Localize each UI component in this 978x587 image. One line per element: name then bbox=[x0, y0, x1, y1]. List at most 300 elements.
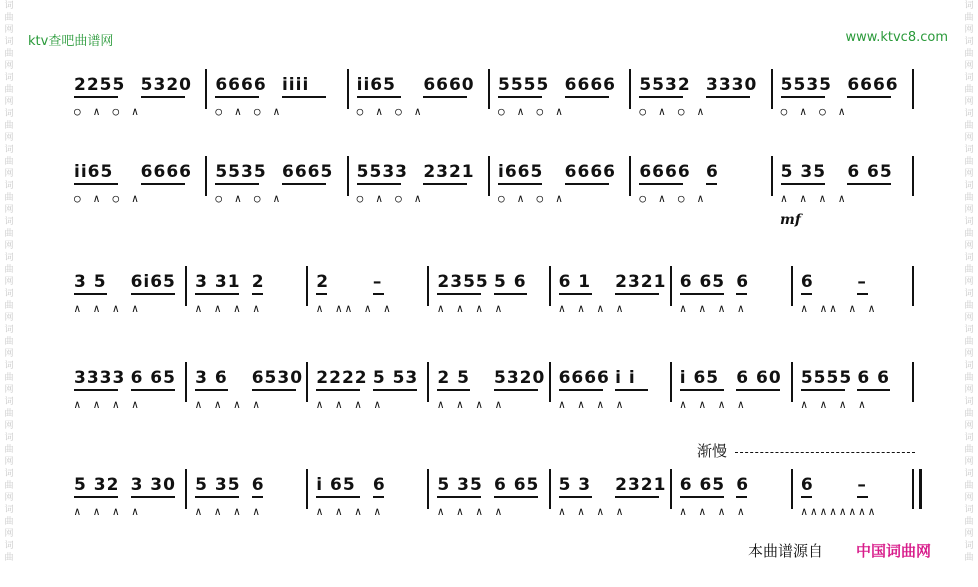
watermark-char: 网 bbox=[4, 457, 14, 467]
note-group: 2321 bbox=[423, 162, 475, 182]
bar-line bbox=[771, 156, 773, 196]
beam-underline bbox=[706, 96, 750, 98]
note-group: i i bbox=[615, 368, 636, 388]
bowing-marks: ∧ ∧ ∧ ∧ bbox=[800, 398, 869, 411]
watermark-char: 词 bbox=[4, 469, 14, 479]
note-group: 2 bbox=[316, 272, 330, 292]
watermark-char: 词 bbox=[964, 253, 974, 263]
watermark-char: 曲 bbox=[964, 481, 974, 491]
watermark-char: 词 bbox=[964, 469, 974, 479]
watermark-char: 网 bbox=[4, 133, 14, 143]
beam-underline bbox=[316, 293, 327, 295]
bar-line bbox=[427, 362, 429, 402]
note-group: 6530 bbox=[251, 368, 304, 388]
watermark-char: 曲 bbox=[4, 49, 14, 59]
bar-line bbox=[488, 156, 490, 196]
note-group: ii65 bbox=[74, 162, 114, 182]
watermark-char: 曲 bbox=[964, 445, 974, 455]
note-group: i 65 bbox=[316, 475, 356, 495]
note-group: 5 53 bbox=[372, 368, 419, 388]
watermark-char: 曲 bbox=[964, 85, 974, 95]
note-group: 2255 bbox=[74, 75, 126, 95]
bowing-marks: ○ ∧ ○ ∧ bbox=[639, 192, 707, 205]
bar-line bbox=[912, 469, 922, 509]
note-group: 3 31 bbox=[195, 272, 241, 292]
bowing-marks: ∧ ∧ ∧ ∧ bbox=[195, 398, 263, 411]
measure bbox=[191, 475, 312, 533]
note-group: i665 bbox=[498, 162, 544, 182]
watermark-char: 词 bbox=[964, 37, 974, 47]
bar-line bbox=[791, 266, 793, 306]
dynamic-marking: mf bbox=[780, 212, 801, 228]
beam-underline bbox=[373, 389, 417, 391]
beam-underline bbox=[565, 183, 609, 185]
beam-underline bbox=[639, 183, 683, 185]
measure bbox=[211, 75, 352, 133]
beam-underline bbox=[680, 389, 724, 391]
watermark-char: 曲 bbox=[964, 265, 974, 275]
bowing-marks: ∧ ∧ ∧ ∧ bbox=[780, 192, 849, 205]
note-group: 5 6 bbox=[493, 272, 527, 292]
watermark-char: 曲 bbox=[964, 193, 974, 203]
measure bbox=[191, 368, 312, 426]
measure bbox=[70, 272, 191, 330]
note-group: 6 bbox=[705, 162, 719, 182]
site-name-left[interactable]: ktv查吧曲谱网 bbox=[28, 34, 114, 49]
bowing-marks: ○ ∧ ○ ∧ bbox=[498, 105, 566, 118]
beam-underline bbox=[615, 389, 648, 391]
measure bbox=[635, 75, 776, 133]
beam-underline bbox=[857, 293, 868, 295]
bowing-marks: ∧ ∧ ∧ ∧ bbox=[558, 505, 626, 518]
watermark-char: 词 bbox=[964, 289, 974, 299]
bowing-marks: ○ ∧ ○ ∧ bbox=[356, 192, 425, 205]
watermark-char: 词 bbox=[964, 217, 974, 227]
watermark-char: 词 bbox=[4, 289, 14, 299]
beam-underline bbox=[857, 496, 868, 498]
note-group: 2 bbox=[251, 272, 265, 292]
beam-underline bbox=[215, 96, 259, 98]
watermark-char: 曲 bbox=[4, 121, 14, 131]
watermark-char: 词 bbox=[4, 433, 14, 443]
watermark-char: 词 bbox=[964, 361, 974, 371]
watermark-char: 网 bbox=[4, 241, 14, 251]
note-group: 6 6 bbox=[857, 368, 890, 388]
beam-underline bbox=[252, 389, 296, 391]
bar-line bbox=[771, 69, 773, 109]
watermark-char: 词 bbox=[4, 37, 14, 47]
watermark-char: 网 bbox=[4, 25, 14, 35]
beam-underline bbox=[736, 389, 780, 391]
watermark-char: 词 bbox=[4, 145, 14, 155]
beam-underline bbox=[141, 183, 185, 185]
bar-line bbox=[912, 362, 914, 402]
note-group: 6 bbox=[736, 272, 750, 292]
bar-line bbox=[912, 69, 914, 109]
note-group: 5 32 bbox=[74, 475, 120, 495]
watermark-char: 网 bbox=[4, 277, 14, 287]
beam-underline bbox=[736, 496, 747, 498]
bowing-marks: ○ ∧ ○ ∧ bbox=[215, 105, 283, 118]
bar-line bbox=[185, 362, 187, 402]
note-group: 6666 bbox=[140, 162, 192, 182]
note-group: 2321 bbox=[615, 272, 667, 292]
beam-underline bbox=[373, 496, 384, 498]
beam-underline bbox=[781, 183, 825, 185]
beam-underline bbox=[706, 183, 717, 185]
measure bbox=[70, 75, 211, 133]
note-group: 2355 bbox=[437, 272, 489, 292]
bowing-marks: ∧ ∧ ∧ ∧ bbox=[316, 505, 384, 518]
beam-underline bbox=[437, 389, 470, 391]
watermark-char: 网 bbox=[4, 421, 14, 431]
watermark-char: 网 bbox=[964, 457, 974, 467]
note-group: 5532 bbox=[639, 75, 691, 95]
beam-underline bbox=[494, 496, 538, 498]
note-group: 6 bbox=[251, 475, 265, 495]
note-group: 5555 bbox=[800, 368, 853, 388]
watermark-char: 网 bbox=[964, 385, 974, 395]
beam-underline bbox=[74, 293, 107, 295]
watermark-char: 词 bbox=[4, 73, 14, 83]
note-group: 3333 bbox=[74, 368, 126, 388]
note-group: 6 65 bbox=[847, 162, 893, 182]
note-group: 3 5 bbox=[74, 272, 107, 292]
note-group: 6 65 bbox=[130, 368, 176, 388]
bar-line bbox=[549, 362, 551, 402]
bowing-marks: ∧ ∧ ∧ ∧ bbox=[74, 302, 142, 315]
measure bbox=[211, 162, 352, 220]
watermark-char: 曲 bbox=[964, 409, 974, 419]
bowing-marks: ○ ∧ ○ ∧ bbox=[215, 192, 283, 205]
beam-underline bbox=[215, 183, 259, 185]
beam-underline bbox=[195, 293, 239, 295]
note-group: 6666 bbox=[847, 75, 899, 95]
measure bbox=[494, 75, 635, 133]
watermark-char: 词 bbox=[4, 217, 14, 227]
beam-underline bbox=[736, 293, 747, 295]
watermark-char: 词 bbox=[964, 73, 974, 83]
bar-line bbox=[306, 266, 308, 306]
watermark-char: 曲 bbox=[964, 337, 974, 347]
note-group: 6 65 bbox=[679, 272, 726, 292]
measure bbox=[635, 162, 776, 220]
watermark-char: 网 bbox=[4, 169, 14, 179]
bar-line bbox=[629, 156, 631, 196]
watermark-char: 词 bbox=[964, 145, 974, 155]
watermark-char: 词 bbox=[964, 433, 974, 443]
beam-underline bbox=[494, 389, 538, 391]
note-group: – bbox=[857, 475, 867, 495]
note-group: 2321 bbox=[615, 475, 667, 495]
bowing-marks: ∧∧∧∧∧∧∧∧ bbox=[800, 505, 878, 518]
watermark-char: 曲 bbox=[964, 373, 974, 383]
bowing-marks: ∧ ∧ ∧ ∧ bbox=[195, 505, 263, 518]
note-group: 5555 bbox=[498, 75, 550, 95]
bowing-marks: ○ ∧ ○ ∧ bbox=[780, 105, 849, 118]
watermark-char: 网 bbox=[964, 133, 974, 143]
beam-underline bbox=[559, 496, 592, 498]
beam-underline bbox=[801, 496, 812, 498]
note-group: 3330 bbox=[705, 75, 758, 95]
watermark-char: 词 bbox=[964, 505, 974, 515]
score-row bbox=[0, 368, 978, 438]
measure bbox=[555, 368, 676, 426]
source-label: 本曲谱源自 bbox=[748, 542, 824, 560]
bowing-marks: ∧ ∧ ∧ ∧ bbox=[558, 398, 626, 411]
watermark-char: 网 bbox=[964, 169, 974, 179]
note-group: i 65 bbox=[679, 368, 720, 388]
measure bbox=[797, 368, 918, 426]
beam-underline bbox=[857, 389, 890, 391]
measure bbox=[433, 475, 554, 533]
watermark-char: 网 bbox=[4, 313, 14, 323]
beam-underline bbox=[847, 96, 891, 98]
bar-line bbox=[791, 362, 793, 402]
note-group: 6666 bbox=[639, 162, 691, 182]
tempo-dashed-line bbox=[735, 452, 915, 453]
measure bbox=[777, 75, 918, 133]
watermark-char: 曲 bbox=[4, 553, 14, 563]
watermark-char: 词 bbox=[964, 109, 974, 119]
note-group: 5 35 bbox=[437, 475, 483, 495]
watermark-char: 词 bbox=[4, 109, 14, 119]
measure bbox=[433, 368, 554, 426]
note-group: 6 65 bbox=[493, 475, 540, 495]
beam-underline bbox=[423, 183, 467, 185]
note-group: 6 bbox=[800, 475, 814, 495]
watermark-char: 曲 bbox=[4, 337, 14, 347]
score-row bbox=[0, 162, 978, 232]
beam-underline bbox=[373, 293, 384, 295]
bowing-marks: ○ ∧ ○ ∧ bbox=[74, 192, 142, 205]
beam-underline bbox=[847, 183, 891, 185]
note-group: 3 30 bbox=[130, 475, 176, 495]
beam-underline bbox=[781, 96, 825, 98]
bowing-marks: ○ ∧ ○ ∧ bbox=[74, 105, 142, 118]
note-group: 5 3 bbox=[558, 475, 592, 495]
measure bbox=[676, 272, 797, 330]
watermark-char: 曲 bbox=[964, 517, 974, 527]
watermark-char: 网 bbox=[4, 97, 14, 107]
bowing-marks: ∧ ∧ ∧ ∧ bbox=[316, 398, 384, 411]
measure bbox=[191, 272, 312, 330]
bar-line bbox=[629, 69, 631, 109]
beam-underline bbox=[615, 496, 659, 498]
measure bbox=[70, 475, 191, 533]
note-group: 6 bbox=[800, 272, 814, 292]
note-group: 5320 bbox=[140, 75, 192, 95]
measure bbox=[312, 475, 433, 533]
measure bbox=[70, 368, 191, 426]
bar-line bbox=[549, 266, 551, 306]
source-site-link[interactable]: 中国词曲网 bbox=[856, 542, 932, 560]
note-group: 3 6 bbox=[195, 368, 228, 388]
measure bbox=[353, 162, 494, 220]
watermark-char: 曲 bbox=[964, 553, 974, 563]
watermark-char: 曲 bbox=[4, 13, 14, 23]
watermark-char: 网 bbox=[4, 529, 14, 539]
measure bbox=[676, 475, 797, 533]
note-group: 6 bbox=[372, 475, 386, 495]
bowing-marks: ∧ ∧∧ ∧ ∧ bbox=[800, 302, 878, 315]
bowing-marks: ∧ ∧ ∧ ∧ bbox=[558, 302, 626, 315]
note-group: 2222 bbox=[316, 368, 368, 388]
watermark-char: 网 bbox=[964, 25, 974, 35]
measure bbox=[353, 75, 494, 133]
bar-line bbox=[427, 469, 429, 509]
watermark-char: 网 bbox=[964, 421, 974, 431]
watermark-char: 曲 bbox=[4, 373, 14, 383]
measure bbox=[312, 368, 433, 426]
bar-line bbox=[205, 69, 207, 109]
watermark-char: 曲 bbox=[4, 157, 14, 167]
beam-underline bbox=[357, 183, 401, 185]
bar-line bbox=[306, 362, 308, 402]
score-row bbox=[0, 475, 978, 545]
note-group: 5535 bbox=[780, 75, 832, 95]
bar-line bbox=[670, 266, 672, 306]
bowing-marks: ∧ ∧ ∧ ∧ bbox=[195, 302, 263, 315]
beam-underline bbox=[131, 293, 175, 295]
bowing-marks: ∧ ∧∧ ∧ ∧ bbox=[316, 302, 394, 315]
watermark-char: 词 bbox=[4, 253, 14, 263]
bowing-marks: ∧ ∧ ∧ ∧ bbox=[437, 505, 505, 518]
beam-underline bbox=[252, 293, 263, 295]
note-group: 5533 bbox=[356, 162, 408, 182]
watermark-char: 网 bbox=[964, 529, 974, 539]
beam-underline bbox=[423, 96, 467, 98]
watermark-char: 词 bbox=[4, 1, 14, 11]
measure bbox=[312, 272, 433, 330]
beam-underline bbox=[282, 183, 326, 185]
measure bbox=[555, 272, 676, 330]
bowing-marks: ○ ∧ ○ ∧ bbox=[498, 192, 566, 205]
watermark-char: 网 bbox=[964, 61, 974, 71]
beam-underline bbox=[74, 96, 118, 98]
beam-underline bbox=[74, 496, 118, 498]
beam-underline bbox=[801, 389, 845, 391]
watermark-char: 词 bbox=[4, 505, 14, 515]
watermark-char: 网 bbox=[4, 349, 14, 359]
beam-underline bbox=[680, 293, 724, 295]
watermark-char: 词 bbox=[4, 181, 14, 191]
watermark-char: 词 bbox=[964, 325, 974, 335]
beam-underline bbox=[131, 496, 175, 498]
tempo-marking: 渐慢 bbox=[697, 442, 728, 460]
note-group: 5535 bbox=[215, 162, 267, 182]
bar-line bbox=[306, 469, 308, 509]
beam-underline bbox=[131, 389, 175, 391]
bowing-marks: ○ ∧ ○ ∧ bbox=[356, 105, 425, 118]
watermark-char: 词 bbox=[4, 325, 14, 335]
watermark-char: 词 bbox=[4, 397, 14, 407]
beam-underline bbox=[498, 96, 542, 98]
bowing-marks: ∧ ∧ ∧ ∧ bbox=[437, 302, 505, 315]
note-group: 6 65 bbox=[679, 475, 726, 495]
watermark-char: 网 bbox=[4, 385, 14, 395]
bar-line bbox=[912, 156, 914, 196]
measure bbox=[555, 475, 676, 533]
note-group: iiii bbox=[281, 75, 310, 95]
watermark-char: 网 bbox=[964, 493, 974, 503]
note-group: 6666 bbox=[215, 75, 267, 95]
beam-underline bbox=[437, 293, 481, 295]
watermark-char: 网 bbox=[4, 205, 14, 215]
beam-underline bbox=[282, 96, 326, 98]
watermark-char: 网 bbox=[964, 97, 974, 107]
watermark-char: 词 bbox=[964, 397, 974, 407]
watermark-char: 词 bbox=[964, 541, 974, 551]
beam-underline bbox=[316, 389, 360, 391]
bar-line bbox=[205, 156, 207, 196]
watermark-char: 词 bbox=[4, 541, 14, 551]
measure bbox=[433, 272, 554, 330]
beam-underline bbox=[615, 293, 659, 295]
watermark-char: 网 bbox=[4, 61, 14, 71]
beam-underline bbox=[494, 293, 527, 295]
watermark-char: 曲 bbox=[964, 121, 974, 131]
bowing-marks: ∧ ∧ ∧ ∧ bbox=[679, 505, 748, 518]
bowing-marks: ∧ ∧ ∧ ∧ bbox=[74, 398, 142, 411]
watermark-char: 词 bbox=[964, 181, 974, 191]
bar-line bbox=[185, 469, 187, 509]
watermark-char: 曲 bbox=[4, 409, 14, 419]
watermark-char: 网 bbox=[4, 493, 14, 503]
beam-underline bbox=[74, 389, 118, 391]
watermark-char: 曲 bbox=[4, 85, 14, 95]
watermark-char: 网 bbox=[964, 205, 974, 215]
beam-underline bbox=[437, 496, 481, 498]
beam-underline bbox=[559, 389, 603, 391]
beam-underline bbox=[74, 183, 118, 185]
note-group: 6 1 bbox=[558, 272, 592, 292]
watermark-char: 曲 bbox=[4, 517, 14, 527]
bowing-marks: ∧ ∧ ∧ ∧ bbox=[74, 505, 142, 518]
measure bbox=[797, 272, 918, 330]
note-group: – bbox=[372, 272, 383, 292]
watermark-char: 曲 bbox=[964, 229, 974, 239]
beam-underline bbox=[141, 96, 185, 98]
beam-underline bbox=[195, 389, 228, 391]
measure bbox=[70, 162, 211, 220]
beam-underline bbox=[639, 96, 683, 98]
watermark-char: 词 bbox=[4, 361, 14, 371]
bar-line bbox=[670, 469, 672, 509]
watermark-char: 网 bbox=[964, 277, 974, 287]
note-group: 5 35 bbox=[780, 162, 827, 182]
watermark-char: 曲 bbox=[964, 49, 974, 59]
beam-underline bbox=[252, 496, 263, 498]
note-group: 6660 bbox=[423, 75, 475, 95]
note-group: 2 5 bbox=[437, 368, 470, 388]
note-group: 6666 bbox=[564, 162, 616, 182]
bar-line bbox=[347, 69, 349, 109]
note-group: 6 bbox=[736, 475, 750, 495]
bar-line bbox=[912, 266, 914, 306]
site-url-right[interactable]: www.ktvc8.com bbox=[845, 30, 948, 45]
watermark-char: 曲 bbox=[964, 13, 974, 23]
note-group: 5 35 bbox=[195, 475, 241, 495]
watermark-char: 曲 bbox=[4, 229, 14, 239]
measure bbox=[494, 162, 635, 220]
bowing-marks: ∧ ∧ ∧ ∧ bbox=[437, 398, 505, 411]
beam-underline bbox=[316, 496, 360, 498]
score-row bbox=[0, 272, 978, 342]
note-group: 6666 bbox=[564, 75, 616, 95]
beam-underline bbox=[559, 293, 592, 295]
watermark-char: 曲 bbox=[964, 157, 974, 167]
